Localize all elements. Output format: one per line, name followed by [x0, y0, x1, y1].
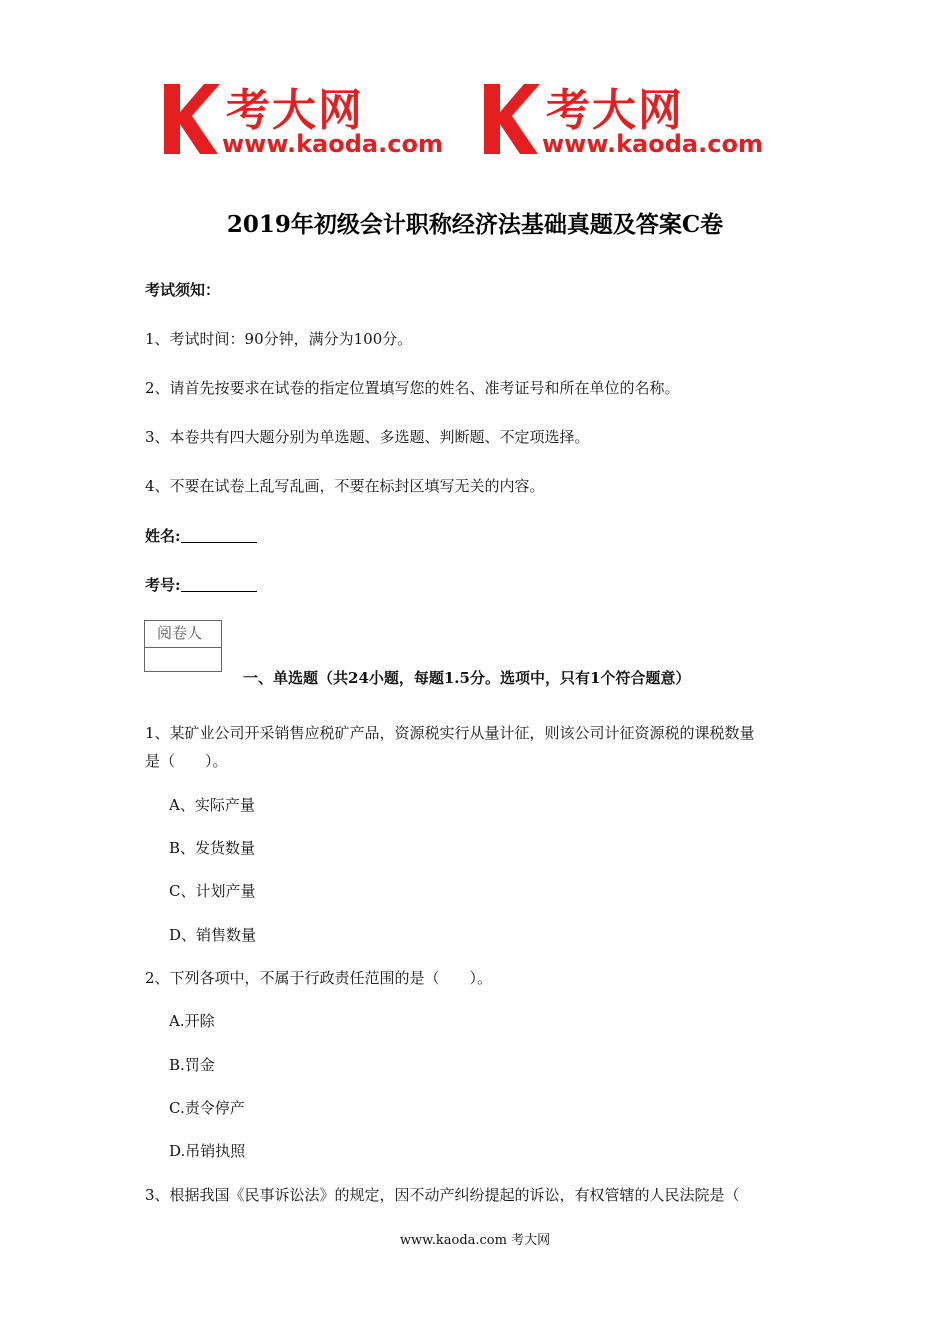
question-stem: 1、某矿业公司开采销售应税矿产品，资源税实行从量计征，则该公司计征资源税的课税数量	[145, 724, 755, 742]
notice-item: 2、请首先按要求在试卷的指定位置填写您的姓名、准考证号和所在单位的名称。	[145, 379, 680, 397]
k-logo-icon	[480, 82, 540, 156]
notice-item: 4、不要在试卷上乱写乱画，不要在标封区填写无关的内容。	[145, 477, 545, 495]
name-label: 姓名:	[145, 527, 181, 545]
id-field[interactable]	[145, 574, 257, 595]
id-label: 考号:	[145, 576, 181, 594]
option: C.责令停产	[169, 1099, 245, 1117]
header-logos	[160, 78, 800, 168]
notice-heading: 考试须知：	[145, 281, 221, 299]
question-stem: 3、根据我国《民事诉讼法》的规定，因不动产纠纷提起的诉讼，有权管辖的人民法院是（	[145, 1186, 740, 1204]
logo-brand-name: 考大网	[226, 85, 364, 136]
option: B、发货数量	[169, 839, 256, 857]
logo-right[interactable]	[480, 78, 798, 164]
k-logo-icon	[160, 82, 220, 156]
question-stem: 是（ ）。	[145, 752, 228, 770]
logo-brand-url: www.kaoda.com	[542, 130, 763, 158]
document-title: 2019年初级会计职称经济法基础真题及答案C卷	[226, 211, 724, 238]
name-blank[interactable]	[181, 528, 257, 543]
notice-item: 1、考试时间：90分钟，满分为100分。	[145, 330, 413, 348]
logo-brand-url: www.kaoda.com	[222, 130, 443, 158]
notice-item: 3、本卷共有四大题分别为单选题、多选题、判断题、不定项选择。	[145, 428, 590, 446]
option: D、销售数量	[169, 926, 257, 944]
option: A、实际产量	[169, 796, 255, 814]
grader-box	[144, 620, 222, 672]
section-title: 一、单选题（共24小题，每题1.5分。选项中，只有1个符合题意）	[243, 669, 691, 687]
option: D.吊销执照	[169, 1142, 246, 1160]
question-stem: 2、下列各项中，不属于行政责任范围的是（ ）。	[145, 969, 493, 987]
logo-left[interactable]	[160, 78, 478, 164]
logo-brand-name: 考大网	[546, 85, 684, 136]
option: B.罚金	[169, 1056, 215, 1074]
grader-label: 阅卷人	[145, 621, 221, 648]
option: C、计划产量	[169, 882, 256, 900]
id-blank[interactable]	[181, 577, 257, 592]
option: A.开除	[169, 1012, 215, 1030]
page-footer: www.kaoda.com 考大网	[399, 1233, 551, 1248]
name-field[interactable]	[145, 525, 257, 546]
